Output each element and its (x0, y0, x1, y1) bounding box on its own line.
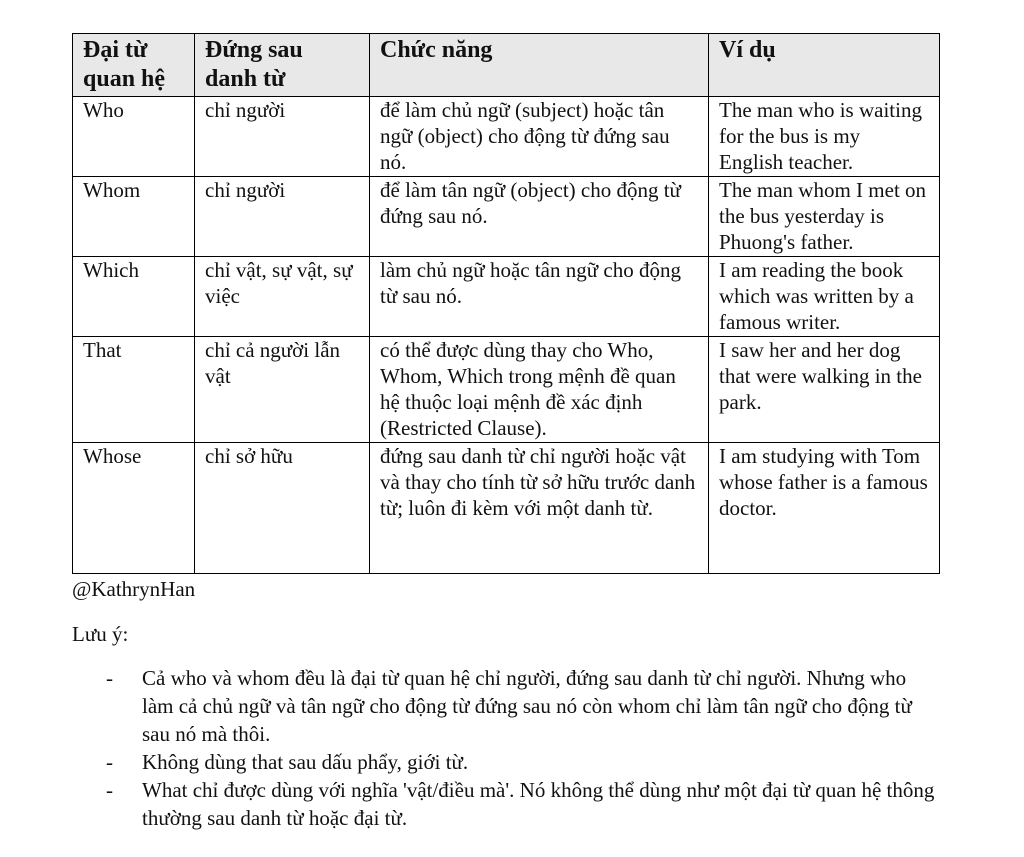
cell-pronoun: That (73, 337, 195, 443)
cell-example: I am reading the book which was written by a famous writer. (709, 257, 940, 337)
notes-list (72, 664, 942, 832)
relative-pronoun-table (72, 33, 940, 574)
header-after-noun: Đứng sau danh từ (195, 34, 370, 97)
header-example: Ví dụ (709, 34, 940, 97)
table-row (73, 257, 940, 337)
cell-function: đứng sau danh từ chỉ người hoặc vật và thay cho tính từ sở hữu trước danh từ; luôn đi kèm với một danh từ. (370, 443, 709, 574)
table-row (73, 177, 940, 257)
cell-after-noun: chỉ người (195, 97, 370, 177)
header-function: Chức năng (370, 34, 709, 97)
table-row (73, 443, 940, 574)
cell-after-noun: chỉ cả người lẫn vật (195, 337, 370, 443)
cell-after-noun: chỉ vật, sự vật, sự việc (195, 257, 370, 337)
cell-pronoun: Whom (73, 177, 195, 257)
list-bullet: - (106, 778, 113, 802)
list-bullet: - (106, 750, 113, 774)
table-row (73, 337, 940, 443)
cell-pronoun: Whose (73, 443, 195, 574)
notes-title: Lưu ý: (72, 622, 129, 646)
cell-pronoun: Who (73, 97, 195, 177)
cell-example: The man who is waiting for the bus is my English teacher. (709, 97, 940, 177)
cell-function: để làm chủ ngữ (subject) hoặc tân ngữ (object) cho động từ đứng sau nó. (370, 97, 709, 177)
cell-example: I am studying with Tom whose father is a famous doctor. (709, 443, 940, 574)
cell-function: để làm tân ngữ (object) cho động từ đứng sau nó. (370, 177, 709, 257)
note-text: What chỉ được dùng với nghĩa 'vật/điều mà'. Nó không thể dùng như một đại từ quan hệ thông thường sau danh từ hoặc đại từ. (142, 778, 935, 830)
cell-after-noun: chỉ người (195, 177, 370, 257)
cell-pronoun: Which (73, 257, 195, 337)
list-bullet: - (106, 666, 113, 690)
cell-function: có thể được dùng thay cho Who, Whom, Which trong mệnh đề quan hệ thuộc loại mệnh đề xác định (Restricted Clause). (370, 337, 709, 443)
note-text: Cả who và whom đều là đại từ quan hệ chỉ người, đứng sau danh từ chỉ người. Nhưng who làm cả chủ ngữ và tân ngữ cho động từ đứng sau nó còn whom chỉ làm tân ngữ cho động từ sau nó mà thôi. (142, 666, 912, 746)
list-item (72, 664, 942, 748)
table-row (73, 97, 940, 177)
list-item (72, 748, 942, 776)
list-item (72, 776, 942, 832)
table-header-row (73, 34, 940, 97)
cell-example: The man whom I met on the bus yesterday is Phuong's father. (709, 177, 940, 257)
author-handle: @KathrynHan (72, 577, 196, 601)
cell-function: làm chủ ngữ hoặc tân ngữ cho động từ sau nó. (370, 257, 709, 337)
cell-after-noun: chỉ sở hữu (195, 443, 370, 574)
header-pronoun: Đại từ quan hệ (73, 34, 195, 97)
note-text: Không dùng that sau dấu phẩy, giới từ. (142, 750, 469, 774)
cell-example: I saw her and her dog that were walking in the park. (709, 337, 940, 443)
